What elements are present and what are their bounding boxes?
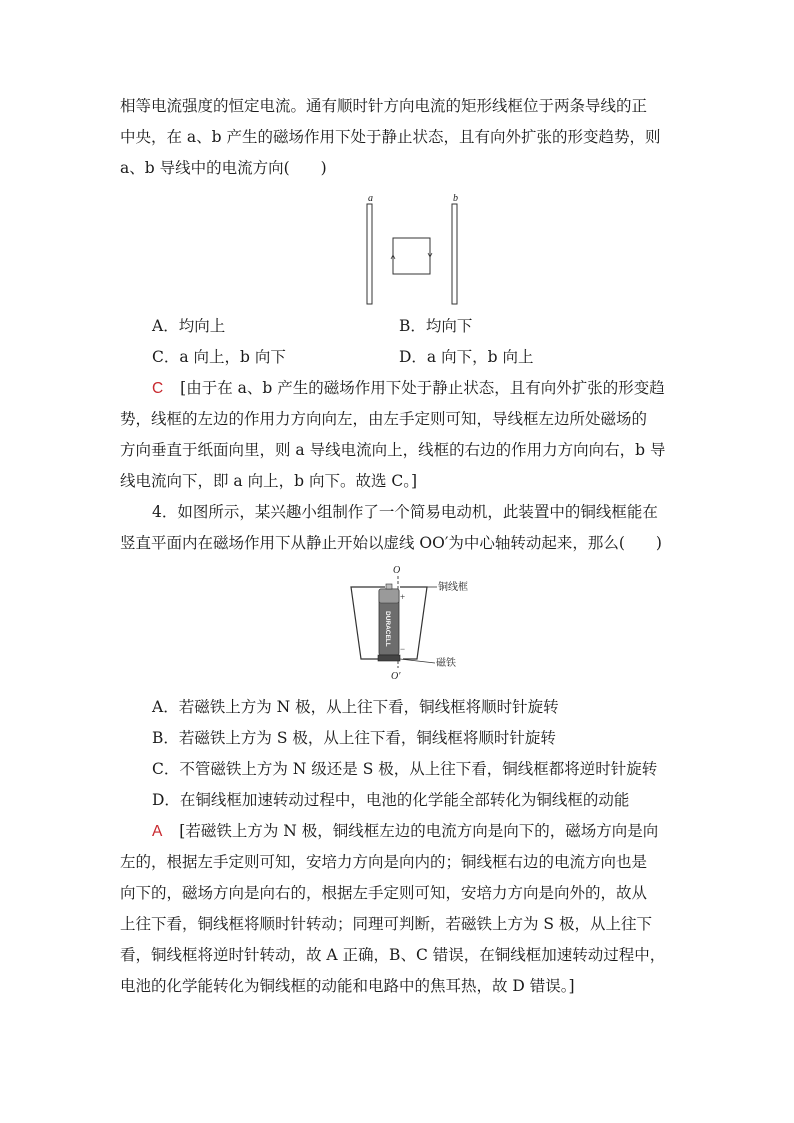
q3-stem-line-3: a、b 导线中的电流方向( ): [120, 159, 327, 177]
q4-answer: A: [152, 823, 163, 840]
q4-explanation-line-3: 向下的，磁场方向是向右的，根据左手定则可知，安培力方向是向外的，故从: [120, 884, 648, 902]
rectangular-loop: [393, 238, 430, 274]
q4-explanation-line-2: 左的，根据左手定则可知，安培力方向是向内的；铜线框右边的电流方向也是: [120, 853, 648, 871]
axis-label-o-prime: O′: [391, 671, 401, 682]
q3-explanation-line-2: 势，线框的左边的作用力方向向左，由左手定则可知，导线框左边所处磁场的: [120, 410, 648, 428]
q3-stem-line-1: 相等电流强度的恒定电流。通有顺时针方向电流的矩形线框位于两条导线的正: [120, 97, 648, 115]
battery-cap: [386, 584, 392, 589]
wire-a: [367, 204, 372, 304]
q4-option-c: C．不管磁铁上方为 N 级还是 S 极，从上往下看，铜线框都将逆时针旋转: [152, 760, 658, 778]
q4-stem-line-1: 4．如图所示，某兴趣小组制作了一个简易电动机，此装置中的铜线框能在: [152, 503, 658, 521]
q4-explanation-line-5: 看，铜线框将逆时针转动，故 A 正确，B、C 错误，在铜线框加速转动过程中，: [120, 946, 666, 964]
wire-b-label: b: [453, 193, 458, 204]
q3-answer-line: [152, 378, 665, 399]
q3-option-c: C．a 向上，b 向下: [152, 348, 286, 366]
q4-option-a: A．若磁铁上方为 N 极，从上往下看，铜线框将顺时针旋转: [152, 698, 559, 716]
q3-explanation-line-3: 方向垂直于纸面向里，则 a 导线电流向上，线框的右边的作用力方向向右，b 导: [120, 441, 666, 459]
wire-b: [452, 204, 457, 304]
magnet-label: 磁铁: [436, 658, 456, 669]
frame-label: 铜线框: [438, 582, 468, 593]
q3-stem-line-2: 中央，在 a、b 产生的磁场作用下处于静止状态，且有向外扩张的形变趋势，则: [120, 128, 661, 146]
q4-motor-figure: [345, 563, 475, 683]
battery-minus: −: [400, 644, 406, 654]
q3-option-d: D．a 向下，b 向上: [399, 348, 534, 366]
q3-option-a: A．均向上: [152, 317, 226, 335]
battery-top: [379, 589, 399, 603]
q4-answer-line: [152, 821, 658, 842]
wire-a-label: a: [368, 193, 373, 204]
q3-answer: C: [152, 380, 164, 397]
q3-explanation-line-1: [由于在 a、b 产生的磁场作用下处于静止状态，且有向外扩张的形变趋: [180, 379, 665, 397]
q3-wire-figure: [360, 190, 470, 310]
q4-option-d: D．在铜线框加速转动过程中，电池的化学能全部转化为铜线框的动能: [152, 791, 630, 809]
q4-explanation-line-6: 电池的化学能转化为铜线框的动能和电路中的焦耳热，故 D 错误。]: [120, 977, 575, 995]
q4-stem-line-2: 竖直平面内在磁场作用下从静止开始以虚线 OO′为中心轴转动起来，那么( ): [120, 534, 662, 552]
q3-explanation-line-4: 线电流向下，即 a 向上，b 向下。故选 C。]: [120, 472, 418, 490]
axis-label-o: O: [393, 565, 401, 576]
q3-option-b: B．均向下: [399, 317, 473, 335]
battery-brand-text: DURACELL: [384, 611, 391, 647]
q4-explanation-line-4: 上往下看，铜线框将顺时针转动；同理可判断，若磁铁上方为 S 极，从上往下: [120, 915, 652, 933]
q4-option-b: B．若磁铁上方为 S 极，从上往下看，铜线框将顺时针旋转: [152, 729, 556, 747]
q4-explanation-line-1: [若磁铁上方为 N 极，铜线框左边的电流方向是向下的，磁场方向是向: [179, 822, 659, 840]
battery-plus: +: [400, 592, 406, 602]
magnet: [378, 655, 400, 661]
